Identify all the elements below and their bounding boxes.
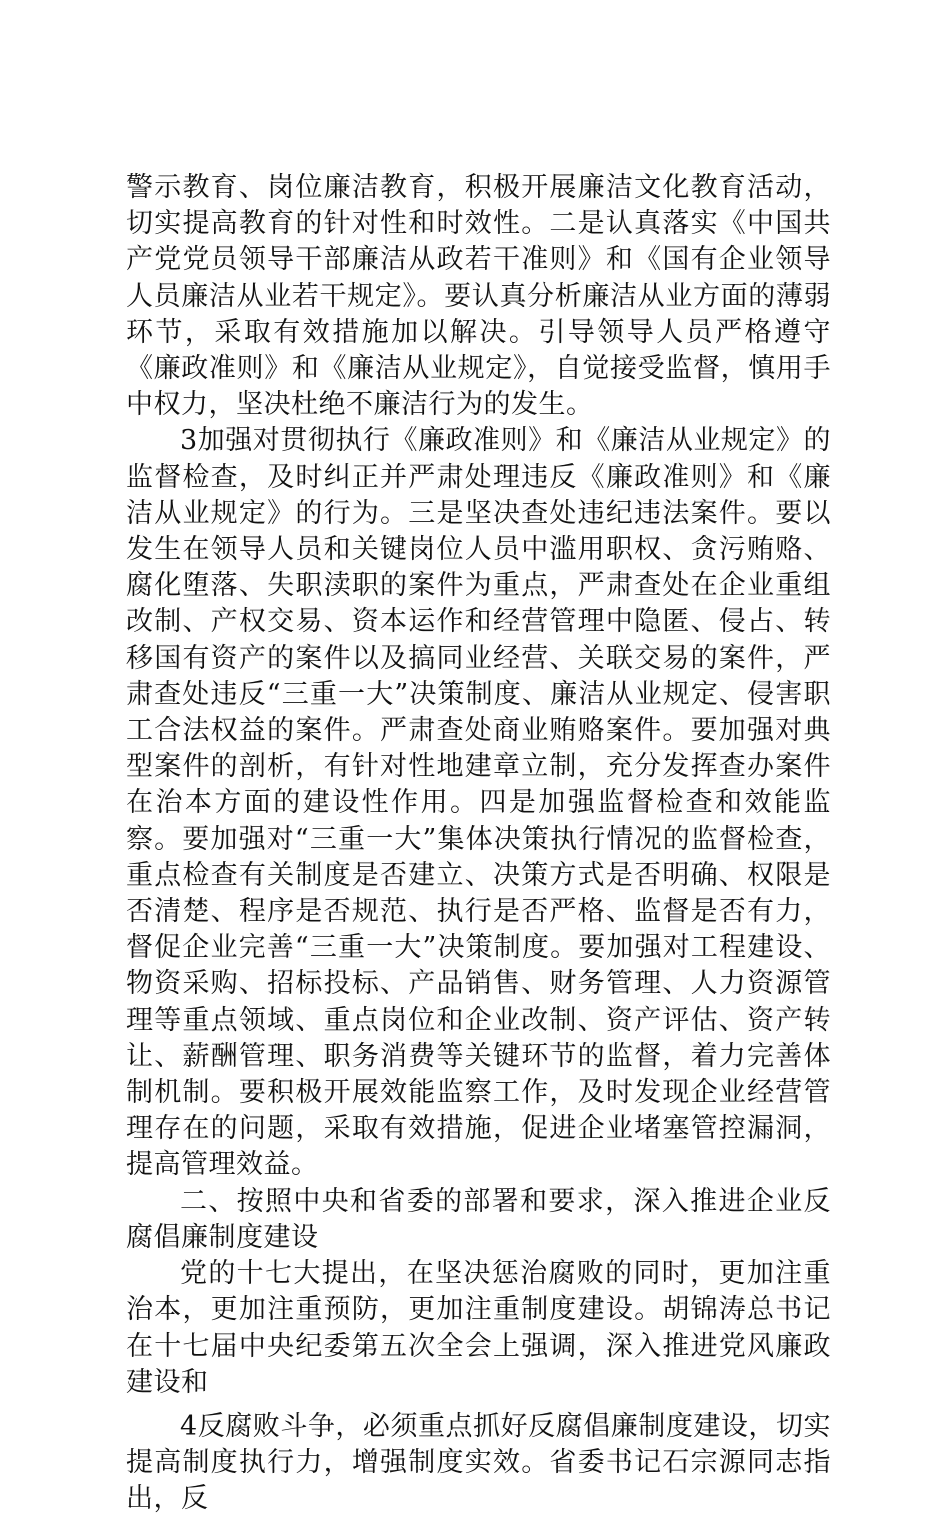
paragraph-continuation: 警示教育、岗位廉洁教育，积极开展廉洁文化教育活动，切实提高教育的针对性和时效性。二是认真落实《中国共产党党员领导干部廉洁从政若干准则》和《国有企业领导人员廉洁从业若干规定》。要认真分析廉洁从业方面的薄弱环节，采取有效措施加以解决。引导领导人员严格遵守《廉政准则》和《廉洁从业规定》，自觉接受监督，慎用手中权力，坚决杜绝不廉洁行为的发生。 — [126, 172, 831, 421]
paragraph-seventeenth-congress: 党的十七大提出，在坚决惩治腐败的同时，更加注重治本，更加注重预防，更加注重制度建设。胡锦涛总书记在十七届中央纪委第五次全会上强调，深入推进党风廉政建设和 — [126, 1258, 831, 1398]
document-body — [126, 170, 831, 1518]
paragraph-supervision: 3加强对贯彻执行《廉政准则》和《廉洁从业规定》的监督检查，及时纠正并严肃处理违反《廉政准则》和《廉洁从业规定》的行为。三是坚决查处违纪违法案件。要以发生在领导人员和关键岗位人员中滥用职权、贪污贿赂、腐化堕落、失职渎职的案件为重点，严肃查处在企业重组改制、产权交易、资本运作和经营管理中隐匿、侵占、转移国有资产的案件以及搞同业经营、关联交易的案件，严肃查处违反“三重一大”决策制度、廉洁从业规定、侵害职工合法权益的案件。严肃查处商业贿赂案件。要加强对典型案件的剖析，有针对性地建章立制，充分发挥查办案件在治本方面的建设性作用。四是加强监督检查和效能监察。要加强对“三重一大”集体决策执行情况的监督检查，重点检查有关制度是否建立、决策方式是否明确、权限是否清楚、程序是否规范、执行是否严格、监督是否有力，督促企业完善“三重一大”决策制度。要加强对工程建设、物资采购、招标投标、产品销售、财务管理、人力资源管理等重点领域、重点岗位和企业改制、资产评估、资产转让、薪酬管理、职务消费等关键环节的监督，着力完善体制机制。要积极开展效能监察工作，及时发现企业经营管理存在的问题，采取有效措施，促进企业堵塞管控漏洞，提高管理效益。 — [126, 425, 831, 1181]
paragraph-anti-corruption: 4反腐败斗争，必须重点抓好反腐倡廉制度建设，切实提高制度执行力，增强制度实效。省委书记石宗源同志指出，反 — [126, 1410, 831, 1515]
section-heading-two: 二、按照中央和省委的部署和要求，深入推进企业反腐倡廉制度建设 — [126, 1185, 831, 1253]
